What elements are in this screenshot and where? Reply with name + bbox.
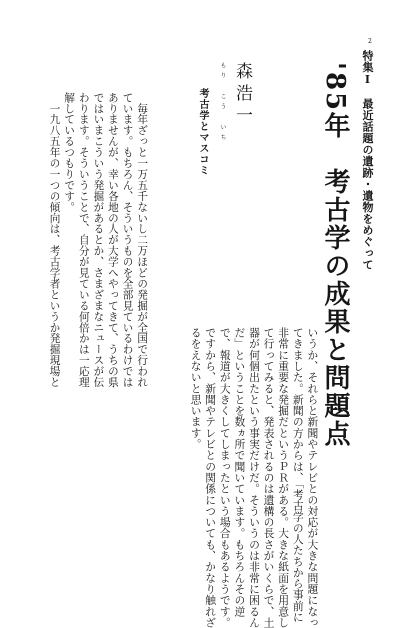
series-label: 特集Ⅰ 最近話題の遺跡・遺物をめぐって bbox=[361, 50, 374, 271]
article-title: '85年 考古学の成果と問題点 bbox=[320, 62, 350, 449]
text-line: て行ってみると、発表されるのは遺構の長さがいくらで、土 bbox=[262, 327, 276, 628]
author-ruby: もり こう いち bbox=[219, 62, 226, 144]
text-line: 一九八五年の一つの傾向は、考古学者というか発掘現場と bbox=[48, 92, 61, 388]
text-line: で、報道が大きくしてしまったという場合もあるようです。 bbox=[218, 327, 232, 628]
text-line: ですから、新聞やテレビとの関係についても、かなり触れざ bbox=[204, 327, 218, 628]
text-line: ではいまこういう発掘があるとか、さまざまなニュースが伝 bbox=[92, 92, 105, 388]
text-line: 器が何個出たという事実だけだ。そういうのは非常に困るん bbox=[247, 327, 261, 628]
text-line: るをえないと思います。 bbox=[189, 327, 203, 450]
text-line: 非常に重要な発掘だというＰＲがある。大きな紙面を用意し bbox=[277, 327, 291, 628]
text-line: 毎年ざっと一万五千ないし二万ほどの発掘が全国で行われ bbox=[136, 92, 149, 388]
text-line: いうか、それらと新聞やテレビとの対応が大きな問題になっ bbox=[306, 327, 320, 628]
lower-body-text bbox=[188, 327, 319, 628]
text-line: わります。そういうことで、自分が見ている何倍かは一応理 bbox=[77, 92, 90, 388]
text-line: てきました。新聞の方からは、「考古学の人たちから事前に bbox=[291, 327, 305, 623]
text-line: だ」ということを数ヵ所で聞いています。もちろんその逆 bbox=[233, 327, 247, 617]
text-line: ありませんが、幸い各地の人が大学へやってきて、うちの県 bbox=[106, 92, 119, 388]
text-line: ています。もちろん、そういうものを全部見ているわけでは bbox=[121, 92, 134, 388]
text-line: 解しているつもりです。 bbox=[63, 92, 76, 213]
upper-body-text bbox=[47, 92, 149, 388]
section-heading: 考古学とマスコミ bbox=[197, 88, 208, 176]
author-name: 森浩一 bbox=[232, 62, 252, 128]
page-number: 2 bbox=[368, 38, 372, 45]
